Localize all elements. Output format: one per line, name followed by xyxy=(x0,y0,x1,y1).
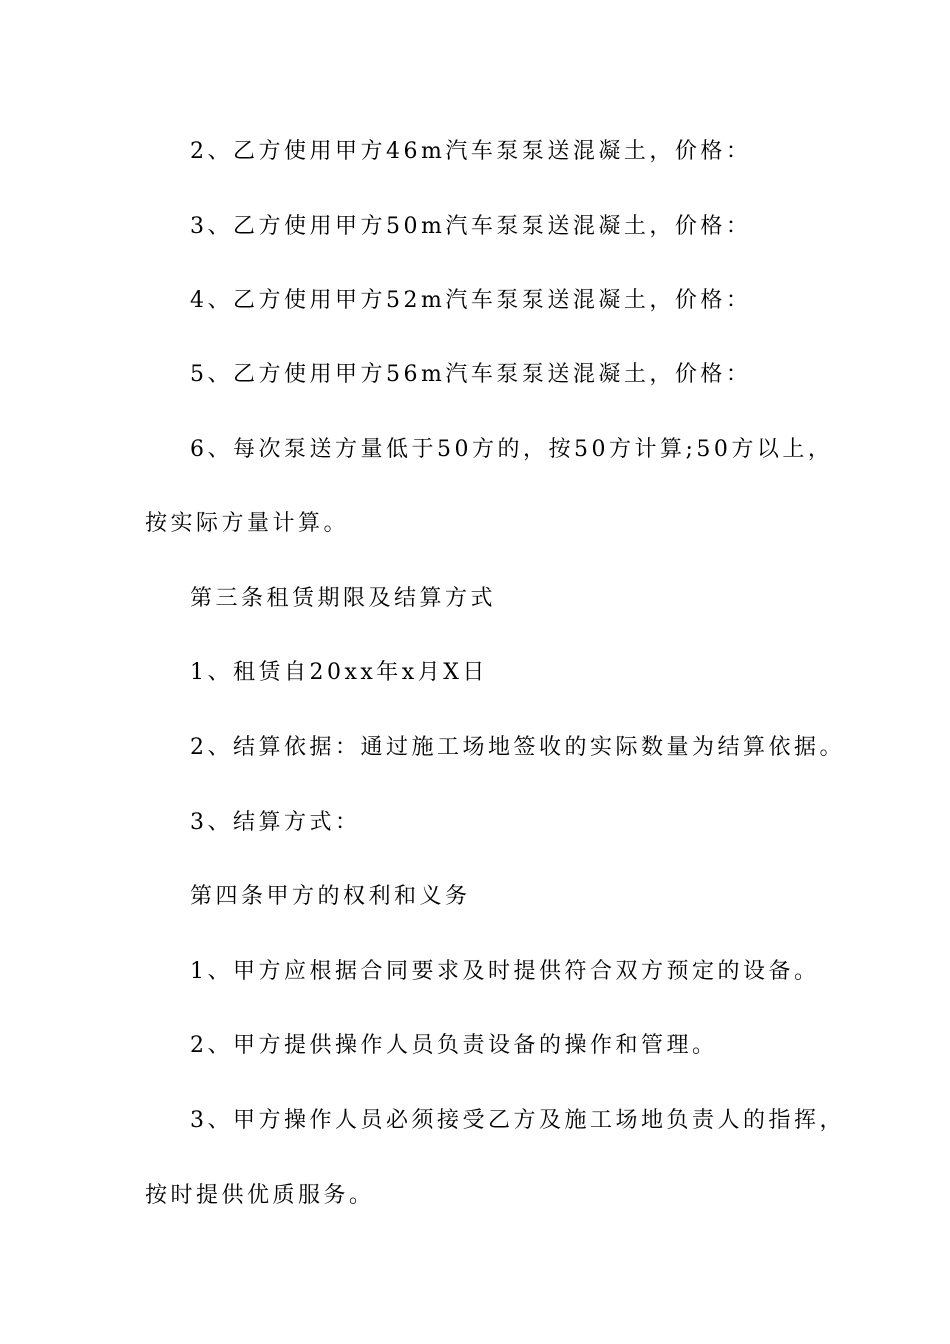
paragraph-line: 4、乙方使用甲方52m汽车泵泵送混凝土，价格： xyxy=(190,288,752,313)
paragraph-line: 按时提供优质服务。 xyxy=(145,1183,375,1208)
paragraph-line: 2、结算依据：通过施工场地签收的实际数量为结算依据。 xyxy=(190,735,845,760)
paragraph-line: 5、乙方使用甲方56m汽车泵泵送混凝土，价格： xyxy=(190,362,752,387)
section-heading: 第三条租赁期限及结算方式 xyxy=(190,586,497,611)
paragraph-line: 6、每次泵送方量低于50方的，按50方计算;50方以上， xyxy=(190,437,834,462)
paragraph-line: 3、结算方式： xyxy=(190,810,361,835)
paragraph-line: 按实际方量计算。 xyxy=(145,511,350,536)
paragraph-line: 2、乙方使用甲方46m汽车泵泵送混凝土，价格： xyxy=(190,139,752,164)
paragraph-line: 3、乙方使用甲方50m汽车泵泵送混凝土，价格： xyxy=(190,214,752,239)
paragraph-line: 1、甲方应根据合同要求及时提供符合双方预定的设备。 xyxy=(190,959,820,984)
paragraph-line: 1、租赁自20xx年x月X日 xyxy=(190,660,488,685)
paragraph-line: 2、甲方提供操作人员负责设备的操作和管理。 xyxy=(190,1033,718,1058)
paragraph-line: 3、甲方操作人员必须接受乙方及施工场地负责人的指挥， xyxy=(190,1108,845,1133)
section-heading: 第四条甲方的权利和义务 xyxy=(190,884,471,909)
